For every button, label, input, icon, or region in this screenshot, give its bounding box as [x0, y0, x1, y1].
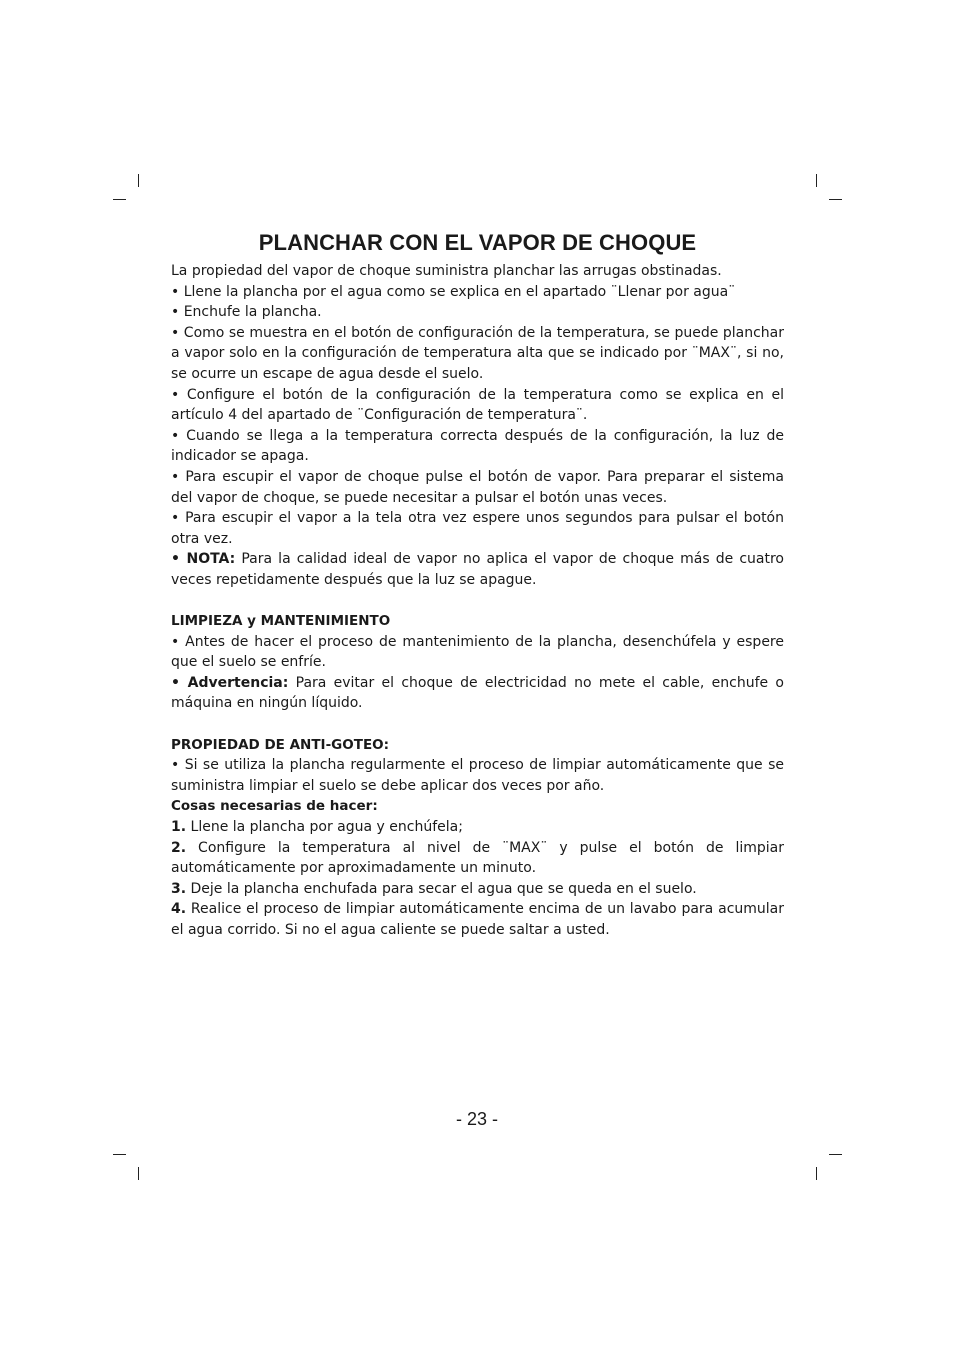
crop-mark-bottom-right-horizontal [829, 1154, 842, 1155]
step-number: 4. [171, 901, 187, 918]
step-4 [171, 899, 784, 940]
crop-mark-top-right-vertical [816, 174, 817, 187]
step-number: 2. [171, 839, 187, 856]
page-number: - 23 - [455, 1109, 498, 1129]
step-2 [171, 838, 784, 879]
step-text: Realice el proceso de limpiar automáticamente encima de un lavabo para acumular el agua corrido. Si no el agua caliente se puede saltar a usted. [171, 901, 784, 938]
step-3 [171, 879, 784, 900]
document-body [171, 229, 784, 941]
step-text: Deje la plancha enchufada para secar el agua que se queda en el suelo. [186, 880, 697, 897]
intro-paragraph: La propiedad del vapor de choque suministra planchar las arrugas obstinadas. [171, 263, 722, 279]
step-number: 3. [171, 880, 187, 897]
section-heading-cleaning: LIMPIEZA y MANTENIMIENTO [171, 613, 391, 630]
bullet-self-clean: • Si se utiliza la plancha regularmente el proceso de limpiar automáticamente que se suministra limpiar el suelo se debe aplicar dos veces por año. [171, 757, 784, 794]
bullet-press-steam-button: • Para escupir el vapor de choque pulse el botón de vapor. Para preparar el sistema del vapor de choque, se puede necesitar a pulsar el botón unas veces. [171, 468, 784, 506]
crop-mark-top-right-horizontal [829, 199, 842, 200]
bullet-indicator-light: • Cuando se llega a la temperatura correcta después de la configuración, la luz de indicador se apaga. [171, 427, 784, 465]
page-title: PLANCHAR CON EL VAPOR DE CHOQUE [258, 230, 697, 255]
section-heading-anti-drip: PROPIEDAD DE ANTI-GOTEO: [171, 736, 390, 753]
warning-text: Para evitar el choque de electricidad no mete el cable, enchufe o máquina en ningún líquido. [171, 674, 784, 712]
bullet-configure-temperature: • Configure el botón de la configuración de la temperatura como se explica en el artículo 4 del apartado de ¨Configuración de temperatura¨. [171, 386, 784, 424]
bullet-max-temperature: • Como se muestra en el botón de configuración de la temperatura, se puede planchar a vapor solo en la configuración de temperatura alta que se indicado por ¨MAX¨, si no, se ocurre un escape de agua desde el suelo. [171, 324, 784, 382]
note-label: • NOTA: [171, 551, 236, 568]
crop-mark-bottom-left-horizontal [113, 1154, 126, 1155]
crop-mark-top-left-vertical [138, 174, 139, 187]
subheading-things-to-do: Cosas necesarias de hacer: [171, 798, 378, 815]
step-text: Llene la plancha por agua y enchúfela; [186, 819, 463, 836]
bullet-unplug: • Antes de hacer el proceso de mantenimiento de la plancha, desenchúfela y espere que el suelo se enfríe. [171, 633, 784, 671]
bullet-plug-in: • Enchufe la plancha. [171, 304, 322, 321]
note-text: Para la calidad ideal de vapor no aplica el vapor de choque más de cuatro veces repetidamente después que la luz se apague. [171, 551, 784, 588]
crop-mark-top-left-horizontal [113, 199, 126, 200]
warning-paragraph [171, 673, 784, 714]
crop-mark-bottom-right-vertical [816, 1167, 817, 1180]
step-text: Configure la temperatura al nivel de ¨MAX¨ y pulse el botón de limpiar automáticamente por aproximadamente un minuto. [171, 839, 784, 877]
bullet-fill-water: • Llene la plancha por el agua como se explica en el apartado ¨Llenar por agua¨ [171, 283, 736, 300]
step-1 [171, 817, 784, 838]
note-paragraph [171, 549, 784, 590]
step-number: 1. [171, 819, 187, 836]
warning-label: • Advertencia: [171, 674, 289, 691]
crop-mark-bottom-left-vertical [138, 1167, 139, 1180]
bullet-wait-seconds: • Para escupir el vapor a la tela otra vez espere unos segundos para pulsar el botón otra vez. [171, 510, 784, 547]
